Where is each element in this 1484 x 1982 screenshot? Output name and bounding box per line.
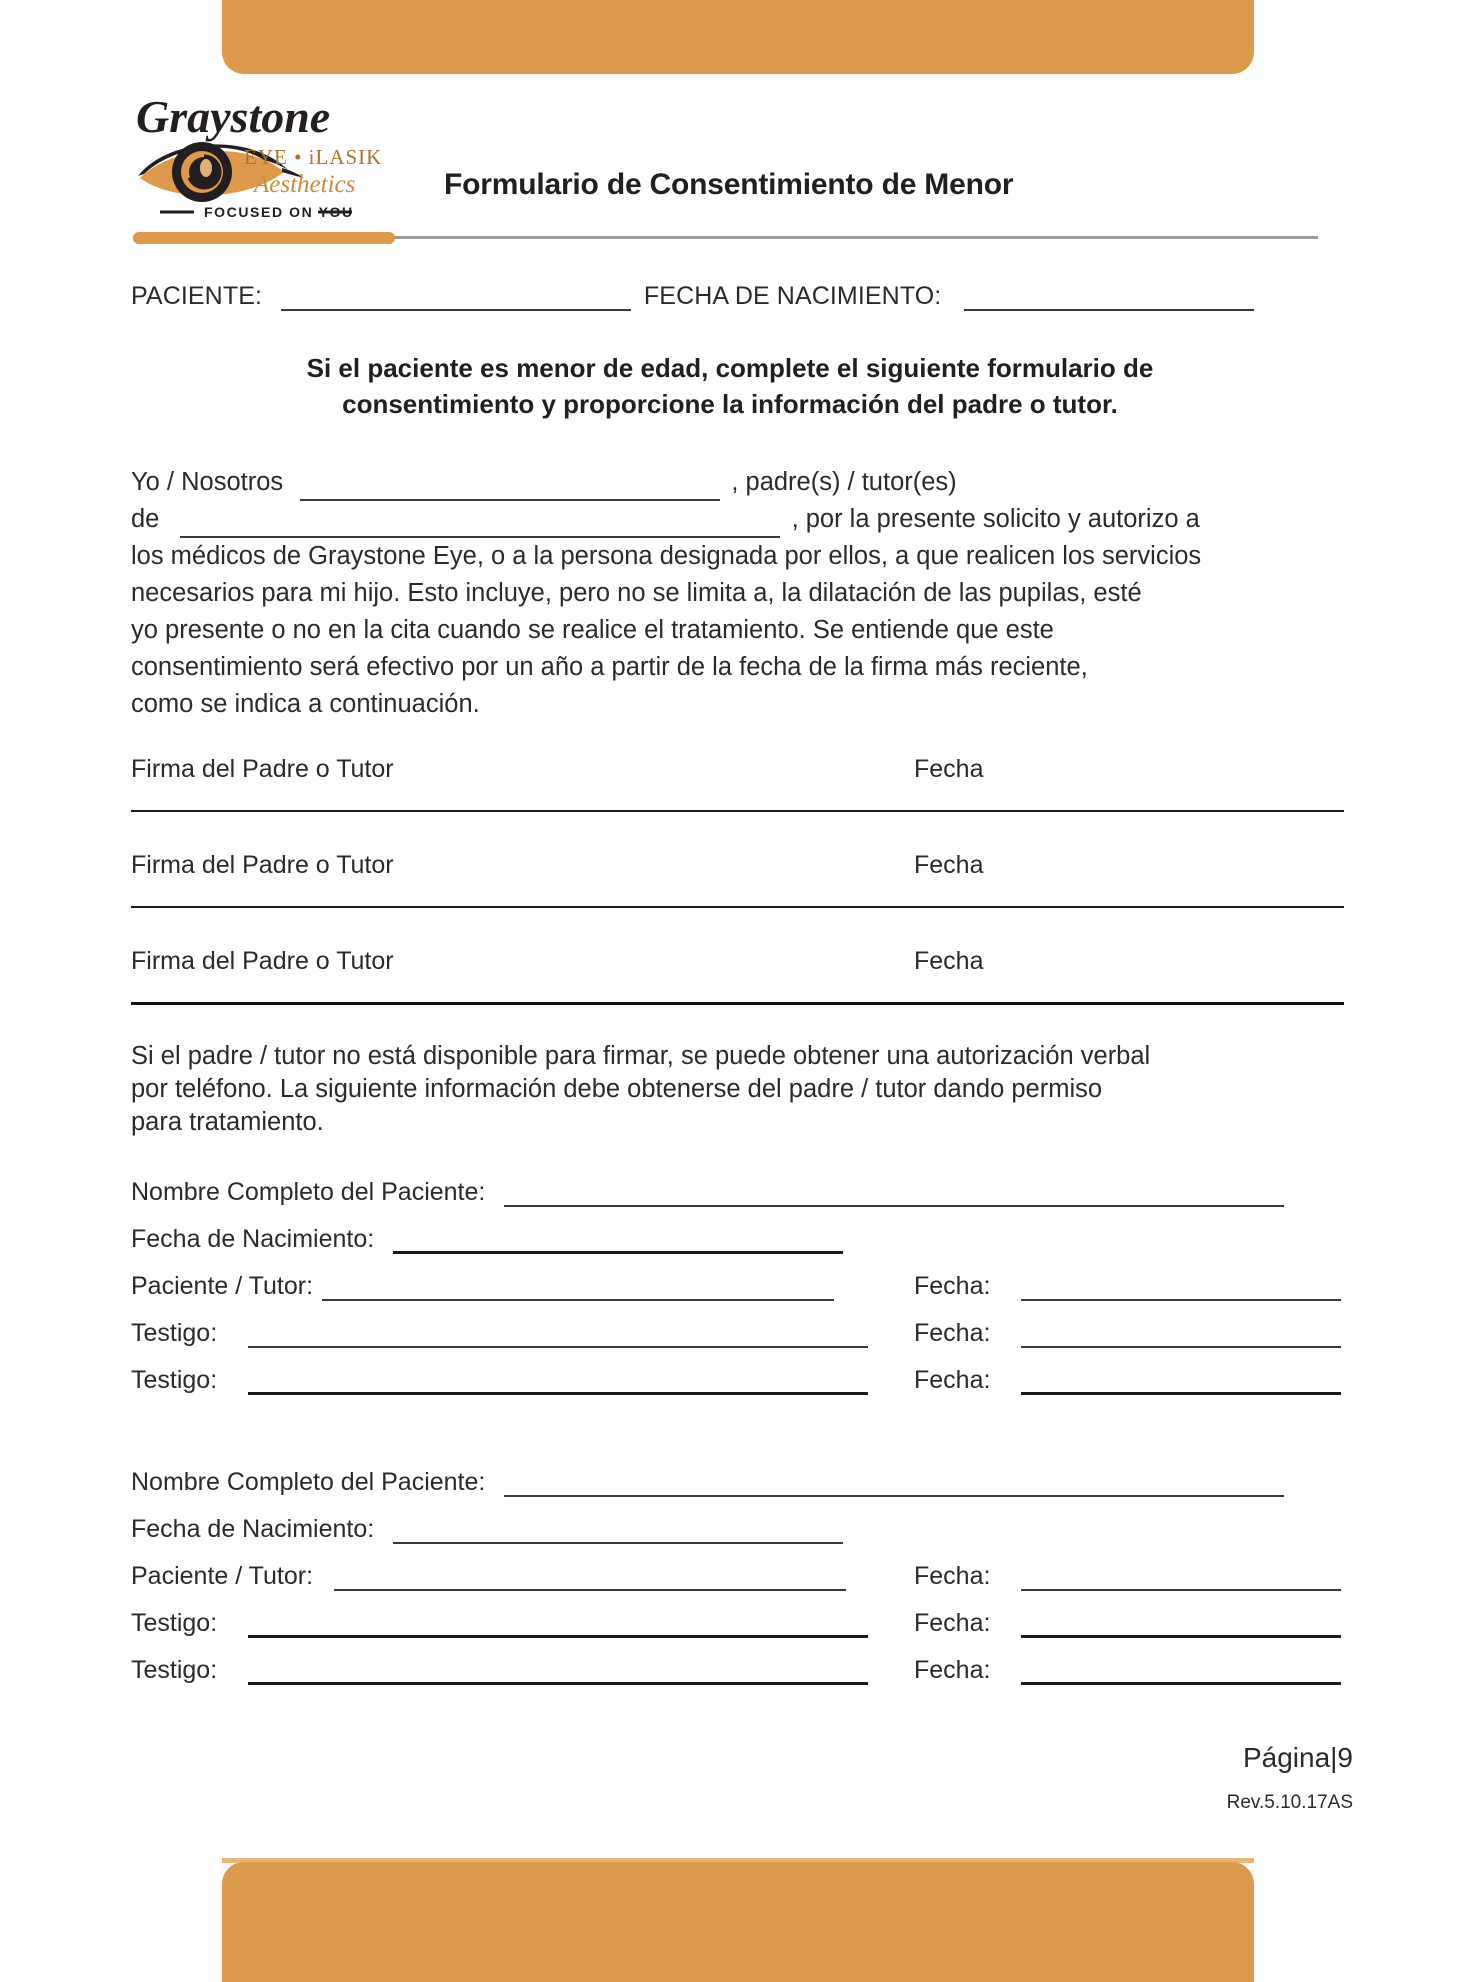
verbal-block-1-witness2-input[interactable]: [248, 1392, 868, 1395]
verbal-block-1-dob-label: Fecha de Nacimiento:: [131, 1225, 375, 1253]
page-number: Página|9: [1242, 1742, 1353, 1773]
logo-tagline: FOCUSED ON YOU: [204, 204, 354, 220]
signature-date-label-1: Fecha: [914, 755, 984, 783]
signature-line-1[interactable]: [131, 810, 1344, 812]
verbal-block-1-date1-input[interactable]: [1021, 1299, 1341, 1301]
verbal-block-2-witness2-input[interactable]: [248, 1682, 868, 1685]
logo-wordmark: Graystone: [136, 92, 331, 142]
verbal-block-2-date1-input[interactable]: [1021, 1589, 1341, 1591]
verbal-block-2-dob-row: [131, 1515, 843, 1544]
verbal-block-2-fullname-row: [131, 1468, 1284, 1497]
bold-instruction: [200, 350, 1260, 422]
verbal-block-2-dob-input[interactable]: [393, 1542, 843, 1544]
verbal-block-1-guardian-row: [131, 1272, 834, 1301]
verbal-block-1-date3-input[interactable]: [1021, 1392, 1341, 1395]
verbal-block-1-guardian-input[interactable]: [322, 1299, 834, 1301]
verbal-block-1-fullname-input[interactable]: [504, 1205, 1284, 1207]
signature-label-3: Firma del Padre o Tutor: [131, 947, 394, 975]
consent-line-4: necesarios para mi hijo. Esto incluye, pero no se limita a, la dilatación de las pupilas, esté: [131, 579, 1142, 607]
patient-header-row: [131, 282, 1254, 311]
consent-line-1: [131, 464, 1321, 501]
verbal-block-2-date1-label: Fecha:: [914, 1562, 991, 1590]
verbal-block-2-date2-input[interactable]: [1021, 1635, 1341, 1638]
consent-line-7: como se indica a continuación.: [131, 690, 480, 718]
verbal-block-2-guardian-row: [131, 1562, 846, 1591]
consent-l2-pre: de: [131, 505, 160, 533]
verbal-block-1-witness2-label: Testigo:: [131, 1366, 218, 1394]
patient-dob-input[interactable]: [964, 309, 1254, 311]
verbal-note-line-3: para tratamiento.: [131, 1108, 324, 1136]
verbal-note-line-1: Si el padre / tutor no está disponible para firmar, se puede obtener una autorización verbal: [131, 1042, 1151, 1070]
bold-instruction-line-2: consentimiento y proporcione la información del padre o tutor.: [342, 389, 1118, 419]
logo-subtitle: EYE • iLASIK: [244, 145, 383, 169]
verbal-block-1-guardian-label: Paciente / Tutor:: [131, 1272, 314, 1300]
verbal-block-1-date2-input[interactable]: [1021, 1346, 1341, 1348]
divider-orange-bar: [133, 232, 395, 244]
verbal-block-1-date1-row: [914, 1272, 1341, 1301]
signature-label-1: Firma del Padre o Tutor: [131, 755, 394, 783]
verbal-block-2-fullname-input[interactable]: [504, 1495, 1284, 1497]
consent-line-3: los médicos de Graystone Eye, o a la persona designada por ellos, a que realicen los servicios: [131, 542, 1202, 570]
verbal-block-2-date3-label: Fecha:: [914, 1656, 991, 1684]
consent-l2-post: , por la presente solicito y autorizo a: [791, 505, 1200, 533]
verbal-block-2-date3-input[interactable]: [1021, 1682, 1341, 1685]
revision-code: Rev.5.10.17AS: [1226, 1792, 1353, 1813]
verbal-block-1-date1-label: Fecha:: [914, 1272, 991, 1300]
verbal-block-1-fullname-row: [131, 1178, 1284, 1207]
verbal-block-1-witness2-row: [131, 1366, 868, 1395]
logo-aesthetics: Aesthetics: [254, 171, 356, 198]
verbal-block-1-date3-label: Fecha:: [914, 1366, 991, 1394]
verbal-block-2-guardian-input[interactable]: [334, 1589, 846, 1591]
logo-artwork: [132, 92, 392, 222]
header-divider: [133, 232, 1318, 244]
consent-l1-pre: Yo / Nosotros: [131, 468, 284, 496]
verbal-block-2-date2-label: Fecha:: [914, 1609, 991, 1637]
signature-line-3[interactable]: [131, 1002, 1344, 1005]
verbal-block-1-dob-row: [131, 1225, 843, 1254]
signature-line-2[interactable]: [131, 906, 1344, 908]
verbal-block-1-witness1-label: Testigo:: [131, 1319, 218, 1347]
verbal-block-1-dob-input[interactable]: [393, 1251, 843, 1254]
verbal-note-line-2: por teléfono. La siguiente información debe obtenerse del padre / tutor dando permiso: [131, 1075, 1103, 1103]
consent-line-5: yo presente o no en la cita cuando se realice el tratamiento. Se entiende que este: [131, 616, 1054, 644]
verbal-block-1-date2-label: Fecha:: [914, 1319, 991, 1347]
dob-label: FECHA DE NACIMIENTO:: [643, 282, 942, 310]
verbal-block-2-dob-label: Fecha de Nacimiento:: [131, 1515, 375, 1543]
patient-label: PACIENTE:: [131, 282, 263, 310]
verbal-block-2-witness1-input[interactable]: [248, 1635, 868, 1638]
patient-name-input[interactable]: [281, 309, 631, 311]
verbal-block-2-witness1-row: [131, 1609, 868, 1638]
verbal-block-2-witness1-label: Testigo:: [131, 1609, 218, 1637]
bottom-accent-bar: [222, 1862, 1254, 1982]
bold-instruction-line-1: Si el paciente es menor de edad, complete el siguiente formulario de: [306, 353, 1154, 383]
signature-date-label-2: Fecha: [914, 851, 984, 879]
verbal-block-2-date1-row: [914, 1562, 1341, 1591]
verbal-block-2-guardian-label: Paciente / Tutor:: [131, 1562, 314, 1590]
verbal-block-2-date2-row: [914, 1609, 1341, 1638]
consent-l1-post: , padre(s) / tutor(es): [731, 468, 957, 496]
consent-paragraph: [131, 464, 1321, 723]
document-header: [0, 0, 1484, 258]
consent-line-2: [131, 501, 1321, 538]
signature-label-2: Firma del Padre o Tutor: [131, 851, 394, 879]
verbal-block-1-date2-row: [914, 1319, 1341, 1348]
verbal-block-1-fullname-label: Nombre Completo del Paciente:: [131, 1178, 486, 1206]
verbal-authorization-note: [131, 1040, 1336, 1139]
verbal-block-1-witness1-row: [131, 1319, 868, 1348]
verbal-block-1-witness1-input[interactable]: [248, 1346, 868, 1348]
verbal-block-1-date3-row: [914, 1366, 1341, 1395]
signature-date-label-3: Fecha: [914, 947, 984, 975]
verbal-block-2-witness2-row: [131, 1656, 868, 1685]
consent-line-6: consentimiento será efectivo por un año a partir de la fecha de la firma más reciente,: [131, 653, 1088, 681]
verbal-block-2-fullname-label: Nombre Completo del Paciente:: [131, 1468, 486, 1496]
verbal-block-2-date3-row: [914, 1656, 1341, 1685]
verbal-block-2-witness2-label: Testigo:: [131, 1656, 218, 1684]
graystone-logo: [132, 92, 392, 222]
page-title: Formulario de Consentimiento de Menor: [444, 168, 1014, 201]
